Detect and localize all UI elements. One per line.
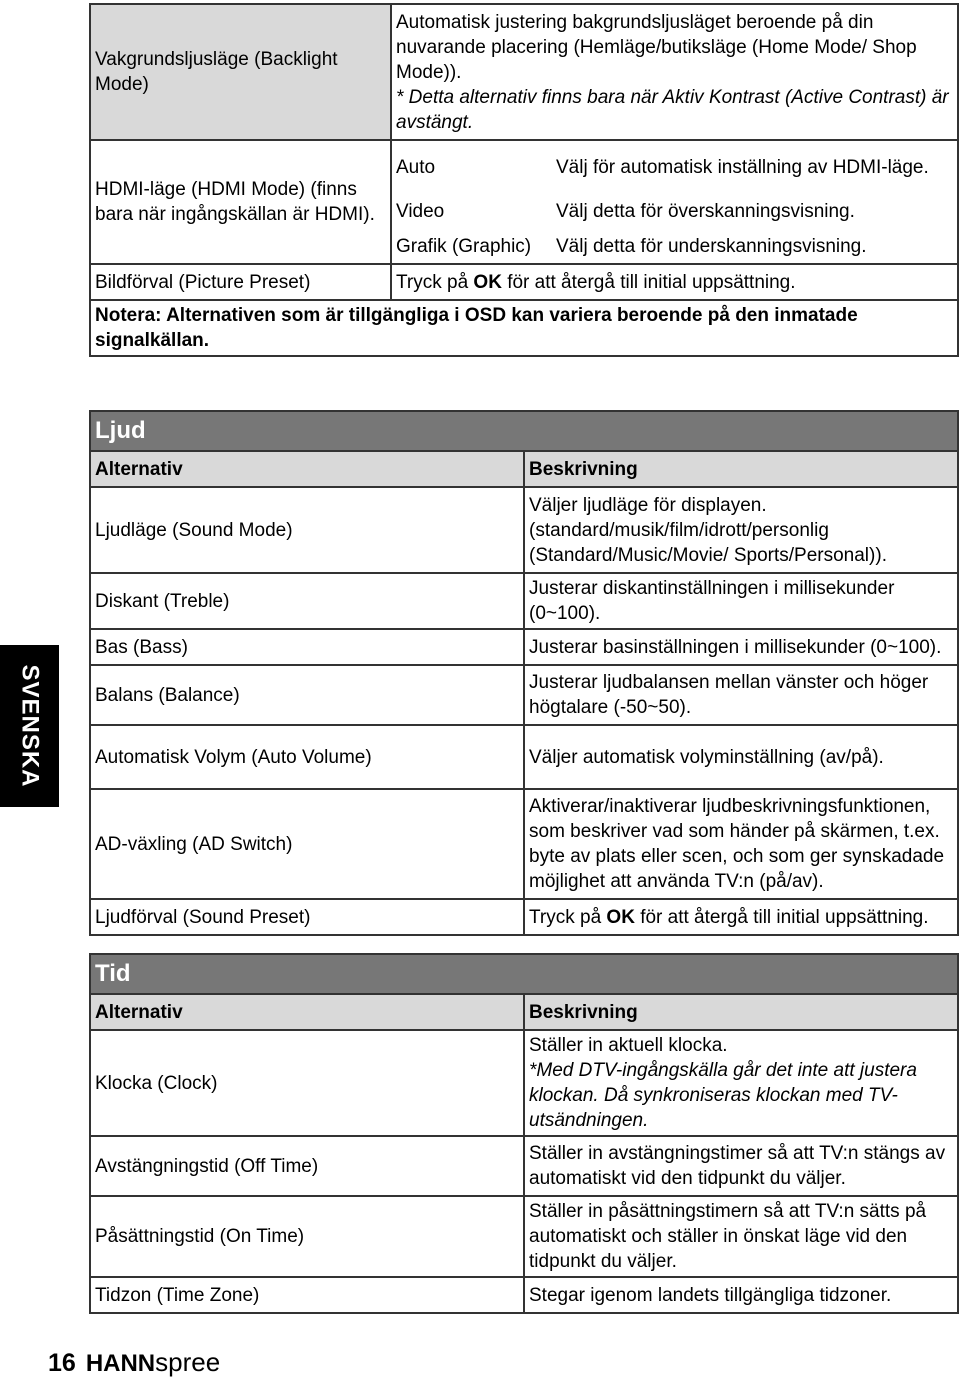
balance-description: Justerar ljudbalansen mellan vänster och höger högtalare (-50~50). xyxy=(524,665,958,725)
sound-mode-option: Ljudläge (Sound Mode) xyxy=(90,487,524,573)
language-side-tab xyxy=(0,645,59,807)
picture-settings-table xyxy=(89,3,959,357)
hdmi-sub-name: Auto xyxy=(396,156,436,178)
backlight-desc-main: Automatisk justering bakgrundsljusläget beroende på din nuvarande placering (Hemläge/butiksläge (Home Mode/ Shop Mode)). xyxy=(396,11,917,83)
sound-mode-description: Väljer ljudläge för displayen. (standard/musik/film/idrott/personlig (Standard/Music/Movie/ Sports/Personal)). xyxy=(524,487,958,573)
bass-option: Bas (Bass) xyxy=(90,629,524,665)
hdmi-sub-desc: Välj detta för underskanningsvisning. xyxy=(556,235,867,257)
page-number: 16 xyxy=(48,1349,76,1377)
hdmi-sub-table xyxy=(392,141,957,263)
hdmi-sub-desc: Välj för automatisk inställning av HDMI-läge. xyxy=(556,156,929,178)
column-header-option: Alternativ xyxy=(90,451,524,487)
hdmi-mode-option: HDMI-läge (HDMI Mode) (finns bara när ingångskällan är HDMI). xyxy=(90,140,391,264)
language-label: SVENSKA xyxy=(16,664,43,788)
clock-option: Klocka (Clock) xyxy=(90,1030,524,1136)
backlight-mode-description xyxy=(391,4,958,140)
on-time-description: Ställer in påsättningstimern så att TV:n sätts på automatiskt och ställer in önskat läge vid den tidpunkt du väljer. xyxy=(524,1196,958,1277)
time-section-title: Tid xyxy=(90,954,958,994)
page-footer xyxy=(48,1347,221,1377)
sound-settings-table xyxy=(89,410,959,936)
ad-switch-option: AD-växling (AD Switch) xyxy=(90,789,524,899)
hdmi-sub-name: Grafik (Graphic) xyxy=(396,235,532,257)
sound-section-title: Ljud xyxy=(90,411,958,451)
ok-key-label: OK xyxy=(473,271,502,293)
hdmi-sub-desc: Välj detta för överskanningsvisning. xyxy=(556,200,855,222)
osd-note: Notera: Alternativen som är tillgängliga i OSD kan variera beroende på den inmatade signalkällan. xyxy=(90,300,958,356)
column-header-description: Beskrivning xyxy=(524,451,958,487)
time-settings-table xyxy=(89,953,959,1314)
hdmi-sub-name: Video xyxy=(396,200,445,222)
picture-preset-option: Bildförval (Picture Preset) xyxy=(90,264,391,300)
column-header-option: Alternativ xyxy=(90,994,524,1030)
auto-volume-description: Väljer automatisk volyminställning (av/på). xyxy=(524,725,958,789)
backlight-mode-option: Vakgrundsljusläge (Backlight Mode) xyxy=(90,4,391,140)
sound-preset-description: Tryck på OK för att återgå till initial uppsättning. xyxy=(524,899,958,935)
clock-desc-main: Ställer in aktuell klocka. xyxy=(529,1035,728,1056)
on-time-option: Påsättningstid (On Time) xyxy=(90,1196,524,1277)
time-zone-option: Tidzon (Time Zone) xyxy=(90,1277,524,1313)
clock-description xyxy=(524,1030,958,1136)
clock-desc-note: *Med DTV-ingångskälla går det inte att justera klockan. Då synkroniseras klockan med TV-utsändningen. xyxy=(529,1060,917,1131)
brand-logo: HANNspree xyxy=(85,1347,221,1377)
balance-option: Balans (Balance) xyxy=(90,665,524,725)
ok-key-label: OK xyxy=(606,906,635,928)
time-zone-description: Stegar igenom landets tillgängliga tidzoner. xyxy=(524,1277,958,1313)
treble-description: Justerar diskantinställningen i millisekunder (0~100). xyxy=(524,573,958,629)
auto-volume-option: Automatisk Volym (Auto Volume) xyxy=(90,725,524,789)
hdmi-mode-options-cell xyxy=(391,140,958,264)
off-time-option: Avstängningstid (Off Time) xyxy=(90,1136,524,1196)
off-time-description: Ställer in avstängningstimer så att TV:n stängs av automatiskt vid den tidpunkt du väljer. xyxy=(524,1136,958,1196)
picture-preset-description: Tryck på OK för att återgå till initial uppsättning. xyxy=(391,264,958,300)
treble-option: Diskant (Treble) xyxy=(90,573,524,629)
backlight-desc-note: * Detta alternativ finns bara när Aktiv Kontrast (Active Contrast) är avstängt. xyxy=(396,86,949,133)
ad-switch-description: Aktiverar/inaktiverar ljudbeskrivningsfunktionen, som beskriver vad som händer på skärmen, t.ex. byte av plats eller scen, och som ger synskadade möjlighet att använda TV:n (på/av). xyxy=(524,789,958,899)
bass-description: Justerar basinställningen i millisekunder (0~100). xyxy=(524,629,958,665)
sound-preset-option: Ljudförval (Sound Preset) xyxy=(90,899,524,935)
column-header-description: Beskrivning xyxy=(524,994,958,1030)
